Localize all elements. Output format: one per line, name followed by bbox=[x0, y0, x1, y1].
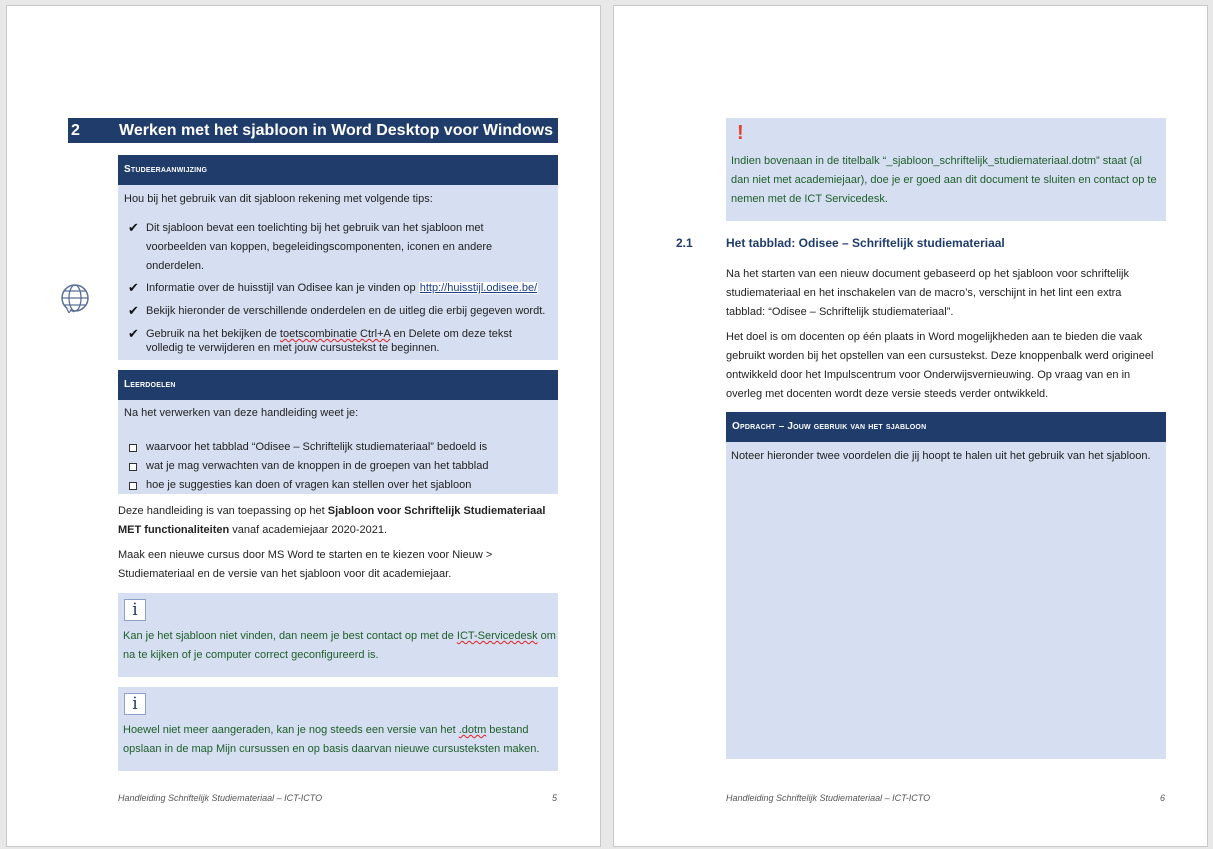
info-1-c: om bbox=[537, 630, 556, 642]
para1-a: Deze handleiding is van toepassing op het bbox=[118, 505, 328, 517]
para1-c: MET functionaliteiten bbox=[118, 524, 230, 536]
goals-box-title: Leerdoelen bbox=[118, 370, 558, 400]
tip-1-line-3: onderdelen. bbox=[146, 260, 205, 272]
check-icon: ✔ bbox=[128, 303, 139, 318]
tip-3: Bekijk hieronder de verschillende onderdelen en de uitleg die erbij gegeven wordt. bbox=[146, 305, 546, 317]
info-icon: i bbox=[124, 693, 146, 715]
study-box-title: Studeeraanwijzing bbox=[118, 155, 558, 185]
checkbox-icon bbox=[129, 444, 137, 452]
tip-4-c: en Delete om deze tekst bbox=[390, 328, 512, 340]
para1-line-2: studiemateriaal en het inschakelen van de macro’s, verschijnt in het lint een extra bbox=[726, 287, 1122, 299]
info-1-b: ICT-Servicedesk bbox=[456, 630, 538, 642]
chapter-title: Werken met het sjabloon in Word Desktop voor Windows bbox=[119, 122, 553, 139]
warning-box bbox=[726, 118, 1166, 221]
goal-3: hoe je suggesties kan doen of vragen kan stellen over het sjabloon bbox=[146, 479, 472, 491]
para2-line-3: ontwikkeld door het Impulscentrum voor Onderwijsvernieuwing. Op vraag van en in bbox=[726, 369, 1131, 381]
exclamation-icon: ! bbox=[737, 122, 744, 144]
tip-4-a: Gebruik na het bekijken de bbox=[146, 328, 280, 340]
info-2-line-1 bbox=[123, 721, 528, 740]
tip-2 bbox=[146, 279, 538, 298]
tip-1-line-2: voorbeelden van koppen, begeleidingscomponenten, iconen en andere bbox=[146, 241, 493, 253]
huisstijl-link[interactable]: http://huisstijl.odisee.be/ bbox=[419, 282, 538, 294]
task-box bbox=[726, 442, 1166, 759]
chapter-heading bbox=[68, 118, 558, 143]
goals-box bbox=[118, 400, 558, 494]
tip-2-text: Informatie over de huisstijl van Odisee kan je vinden op bbox=[146, 282, 419, 294]
goals-intro: Na het verwerken van deze handleiding weet je: bbox=[124, 407, 359, 419]
info-2-b: .dotm bbox=[458, 724, 487, 736]
tip-4-b: toetscombinatie Ctrl+A bbox=[279, 328, 391, 340]
globe-icon bbox=[60, 283, 90, 313]
info-icon: i bbox=[124, 599, 146, 621]
info-1-a: Kan je het sjabloon niet vinden, dan neem je best contact op met de bbox=[123, 630, 457, 642]
section-title: Het tabblad: Odisee – Schriftelijk studiemateriaal bbox=[726, 236, 1005, 250]
para1-b: Sjabloon voor Schriftelijk Studiemateriaal bbox=[327, 505, 546, 517]
section-number: 2.1 bbox=[676, 236, 693, 250]
new-course-line-1: Maak een nieuwe cursus door MS Word te starten en te kiezen voor Nieuw > bbox=[118, 549, 493, 561]
new-course-line-2: Studiemateriaal en de versie van het sjabloon voor dit academiejaar. bbox=[118, 568, 452, 580]
study-box bbox=[118, 185, 558, 360]
study-box-intro: Hou bij het gebruik van dit sjabloon rekening met volgende tips: bbox=[124, 193, 433, 205]
page-5 bbox=[6, 5, 601, 847]
para1-d: vanaf academiejaar 2020-2021. bbox=[229, 524, 388, 536]
page-number: 6 bbox=[1160, 793, 1166, 803]
goal-1: waarvoor het tabblad “Odisee – Schriftelijk studiemateriaal” bedoeld is bbox=[146, 441, 488, 453]
page-number: 5 bbox=[552, 793, 558, 803]
warning-line-1: Indien bovenaan in de titelbalk “_sjabloon_schriftelijk_studiemateriaal.dotm” staat (al bbox=[731, 155, 1142, 167]
page-6 bbox=[613, 5, 1208, 847]
para2-line-4: overleg met docenten wordt deze versie steeds verder ontwikkeld. bbox=[726, 388, 1049, 400]
applicability-paragraph bbox=[118, 502, 558, 540]
footer-text: Handleiding Schriftelijk Studiemateriaal – ICT-ICTO bbox=[726, 793, 931, 803]
info-box-2 bbox=[118, 687, 558, 771]
info-2-a: Hoewel niet meer aangeraden, kan je nog steeds een versie van het bbox=[123, 724, 459, 736]
info-box-1 bbox=[118, 593, 558, 677]
checkbox-icon bbox=[129, 482, 137, 490]
para2-line-1: Het doel is om docenten op één plaats in Word mogelijkheden aan te bieden die vaak bbox=[726, 331, 1143, 343]
task-text: Noteer hieronder twee voordelen die jij hoopt te halen uit het gebruik van het sjabloon. bbox=[731, 450, 1151, 462]
footer-text: Handleiding Schriftelijk Studiemateriaal – ICT-ICTO bbox=[118, 793, 323, 803]
tip-4-line-2: volledig te verwijderen en met jouw cursustekst te beginnen. bbox=[146, 342, 440, 354]
goal-2: wat je mag verwachten van de knoppen in de groepen van het tabblad bbox=[146, 460, 489, 472]
checkbox-icon bbox=[129, 463, 137, 471]
warning-line-2: dan niet met academiejaar), doe je er goed aan dit document te sluiten en contact op te bbox=[731, 174, 1157, 186]
chapter-number: 2 bbox=[71, 122, 80, 139]
info-2-line-2: opslaan in de map Mijn cursussen en op basis daarvan nieuwe cursusteksten maken. bbox=[123, 743, 540, 755]
para1-line-3: tabblad: “Odisee – Schriftelijk studiemateriaal”. bbox=[726, 306, 954, 318]
para1-line-1: Na het starten van een nieuw document gebaseerd op het sjabloon voor schriftelijk bbox=[726, 268, 1129, 280]
check-icon: ✔ bbox=[128, 326, 139, 341]
para2-line-2: gebruikt worden bij het opstellen van een cursustekst. Deze knoppenbalk werd origineel bbox=[726, 350, 1154, 362]
task-box-title: Opdracht – Jouw gebruik van het sjabloon bbox=[726, 412, 1166, 442]
info-2-c: bestand bbox=[486, 724, 529, 736]
warning-line-3: nemen met de ICT Servicedesk. bbox=[731, 193, 888, 205]
check-icon: ✔ bbox=[128, 280, 139, 295]
check-icon: ✔ bbox=[128, 220, 139, 235]
info-1-line-1 bbox=[123, 627, 556, 646]
info-1-line-2: na te kijken of je computer correct geconfigureerd is. bbox=[123, 649, 379, 661]
tip-1-line-1: Dit sjabloon bevat een toelichting bij het gebruik van het sjabloon met bbox=[146, 222, 484, 234]
